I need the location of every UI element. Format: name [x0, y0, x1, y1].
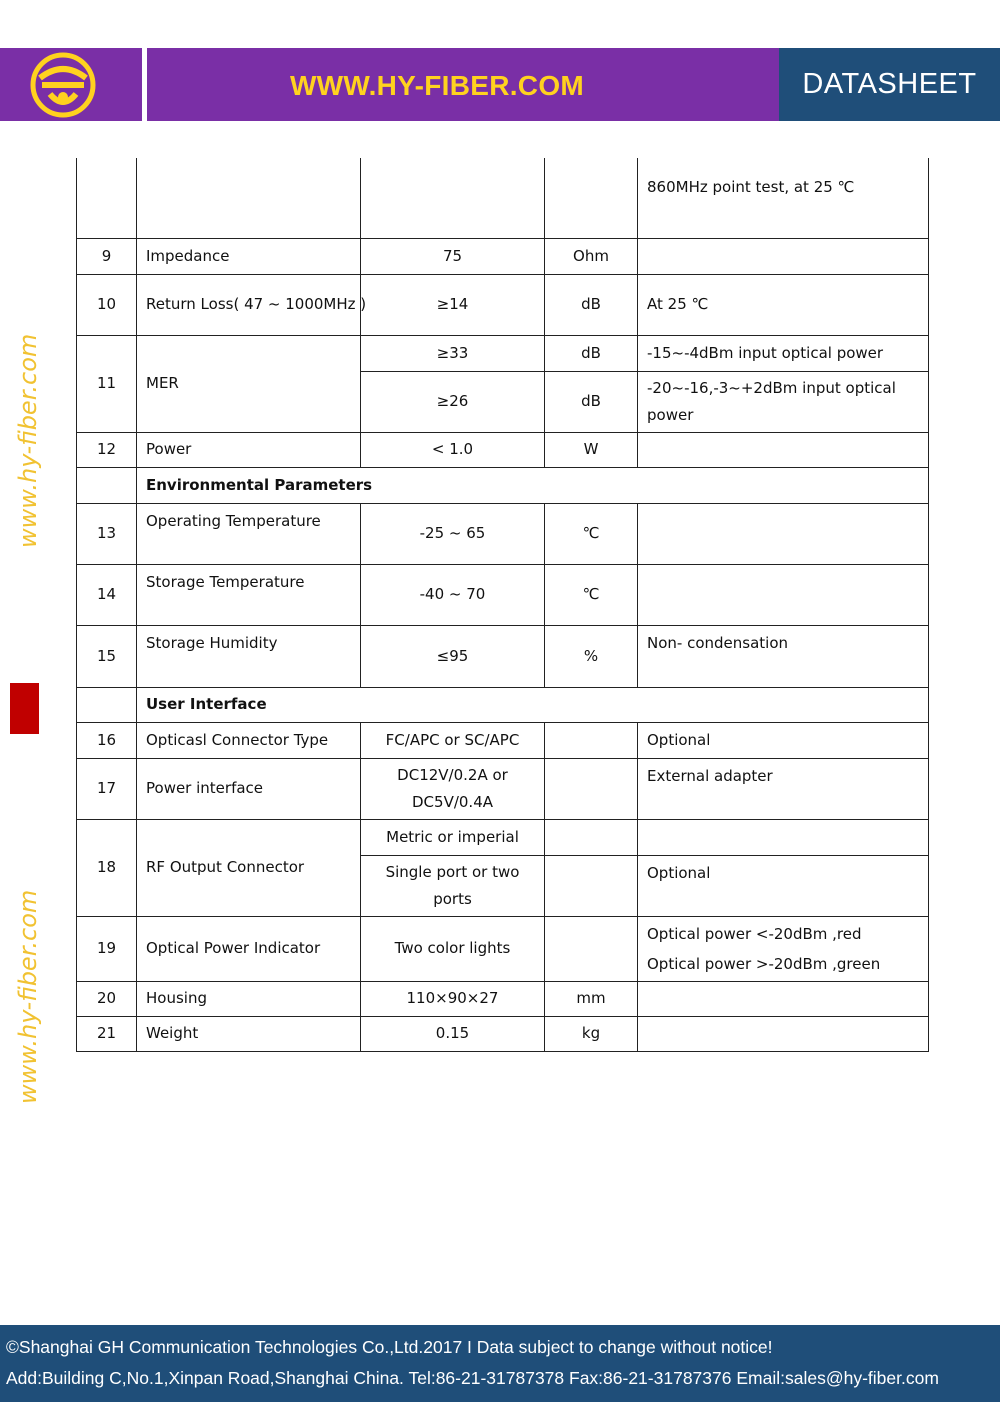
row-number: 10: [77, 274, 137, 335]
row-number: 20: [77, 981, 137, 1016]
param-unit: W: [545, 432, 638, 467]
section-heading-environmental: Environmental Parameters: [137, 467, 929, 503]
param-unit: [545, 819, 638, 855]
param-condition: -15~-4dBm input optical power: [638, 335, 929, 371]
table-row: [77, 981, 929, 1016]
no-cell: [77, 687, 137, 722]
param-name: Impedance: [137, 238, 361, 274]
row-number: 17: [77, 758, 137, 819]
param-unit: dB: [545, 371, 638, 432]
param-unit: dB: [545, 274, 638, 335]
param-condition: Optional: [638, 855, 929, 916]
param-unit: kg: [545, 1016, 638, 1051]
section-row: [77, 467, 929, 503]
param-cell: [137, 158, 361, 238]
section-row: [77, 687, 929, 722]
param-value: ≤95: [361, 625, 545, 687]
param-condition: [638, 819, 929, 855]
page-footer: [0, 1325, 1000, 1402]
param-name: Storage Temperature: [137, 564, 361, 625]
side-watermark-lower: www.hy-fiber.com: [14, 889, 42, 1104]
param-condition: Optional: [638, 722, 929, 758]
param-value: ≥14: [361, 274, 545, 335]
table-row: [77, 432, 929, 467]
param-value: DC12V/0.2A or DC5V/0.4A: [361, 758, 545, 819]
param-condition: [638, 238, 929, 274]
section-heading-user-interface: User Interface: [137, 687, 929, 722]
param-value: FC/APC or SC/APC: [361, 722, 545, 758]
param-value: Metric or imperial: [361, 819, 545, 855]
param-unit: %: [545, 625, 638, 687]
row-number: 12: [77, 432, 137, 467]
header-url-panel: [152, 48, 779, 121]
no-cell: [77, 467, 137, 503]
table-row: [77, 274, 929, 335]
param-name: Power: [137, 432, 361, 467]
param-condition: [638, 432, 929, 467]
param-unit: [545, 722, 638, 758]
param-name: Weight: [137, 1016, 361, 1051]
table-row: [77, 158, 929, 238]
table-row: [77, 564, 929, 625]
no-cell: [77, 158, 137, 238]
table-row: [77, 238, 929, 274]
table-row: [77, 335, 929, 371]
row-number: 13: [77, 503, 137, 564]
row-number: 9: [77, 238, 137, 274]
param-name: Operating Temperature: [137, 503, 361, 564]
param-name: Housing: [137, 981, 361, 1016]
param-condition: -20~-16,-3~+2dBm input optical power: [638, 371, 929, 432]
param-name: Opticasl Connector Type: [137, 722, 361, 758]
table-row: [77, 625, 929, 687]
param-unit: [545, 855, 638, 916]
row-number: 15: [77, 625, 137, 687]
param-condition: [638, 503, 929, 564]
param-value: 110×90×27: [361, 981, 545, 1016]
param-unit: ℃: [545, 564, 638, 625]
spec-table: [76, 158, 929, 1052]
param-name: Storage Humidity: [137, 625, 361, 687]
row-number: 21: [77, 1016, 137, 1051]
condition-cell: 860MHz point test, at 25 ℃: [638, 158, 929, 238]
param-condition: [638, 1016, 929, 1051]
param-value: Two color lights: [361, 916, 545, 981]
side-watermark-upper: www.hy-fiber.com: [14, 333, 42, 548]
param-value: ≥33: [361, 335, 545, 371]
unit-cell: [545, 158, 638, 238]
row-number: 14: [77, 564, 137, 625]
param-unit: [545, 758, 638, 819]
param-condition: [638, 916, 929, 981]
param-value: 0.15: [361, 1016, 545, 1051]
param-condition: Non- condensation: [638, 625, 929, 687]
param-unit: [545, 916, 638, 981]
table-row: [77, 722, 929, 758]
side-red-marker: [10, 683, 39, 734]
param-condition: [638, 981, 929, 1016]
row-number: 11: [77, 335, 137, 432]
table-row: [77, 819, 929, 855]
table-row: [77, 1016, 929, 1051]
param-value: -40 ~ 70: [361, 564, 545, 625]
param-condition: At 25 ℃: [638, 274, 929, 335]
param-unit: ℃: [545, 503, 638, 564]
header-label-panel: [779, 48, 1000, 121]
param-unit: Ohm: [545, 238, 638, 274]
footer-contact: Add:Building C,No.1,Xinpan Road,Shanghai China. Tel:86-21-31787378 Fax:86-21-31787376 Email:sales@hy-fiber.com: [6, 1368, 939, 1388]
datasheet-label: DATASHEET: [802, 68, 977, 100]
param-value: 75: [361, 238, 545, 274]
footer-copyright: ©Shanghai GH Communication Technologies Co.,Ltd.2017 I Data subject to change without notice!: [6, 1337, 773, 1357]
hy-fiber-logo-icon: [28, 52, 98, 118]
param-condition: [638, 564, 929, 625]
table-row: [77, 758, 929, 819]
page-header: [0, 48, 1000, 121]
logo-panel: [0, 48, 142, 121]
param-value: -25 ~ 65: [361, 503, 545, 564]
param-value: < 1.0: [361, 432, 545, 467]
indicator-green-note: Optical power >-20dBm ,green: [647, 954, 881, 973]
param-value: Single port or two ports: [361, 855, 545, 916]
row-number: 19: [77, 916, 137, 981]
param-name: RF Output Connector: [137, 819, 361, 916]
param-unit: mm: [545, 981, 638, 1016]
table-row: [77, 503, 929, 564]
param-name: MER: [137, 335, 361, 432]
value-cell: [361, 158, 545, 238]
website-url[interactable]: WWW.HY-FIBER.COM: [289, 70, 585, 101]
param-unit: dB: [545, 335, 638, 371]
indicator-red-note: Optical power <-20dBm ,red: [647, 924, 862, 943]
param-condition: External adapter: [638, 758, 929, 819]
row-number: 18: [77, 819, 137, 916]
table-row: [77, 916, 929, 981]
row-number: 16: [77, 722, 137, 758]
param-value: ≥26: [361, 371, 545, 432]
param-name: Power interface: [137, 758, 361, 819]
param-name: Optical Power Indicator: [137, 916, 361, 981]
param-name: Return Loss( 47 ~ 1000MHz ): [137, 274, 361, 335]
